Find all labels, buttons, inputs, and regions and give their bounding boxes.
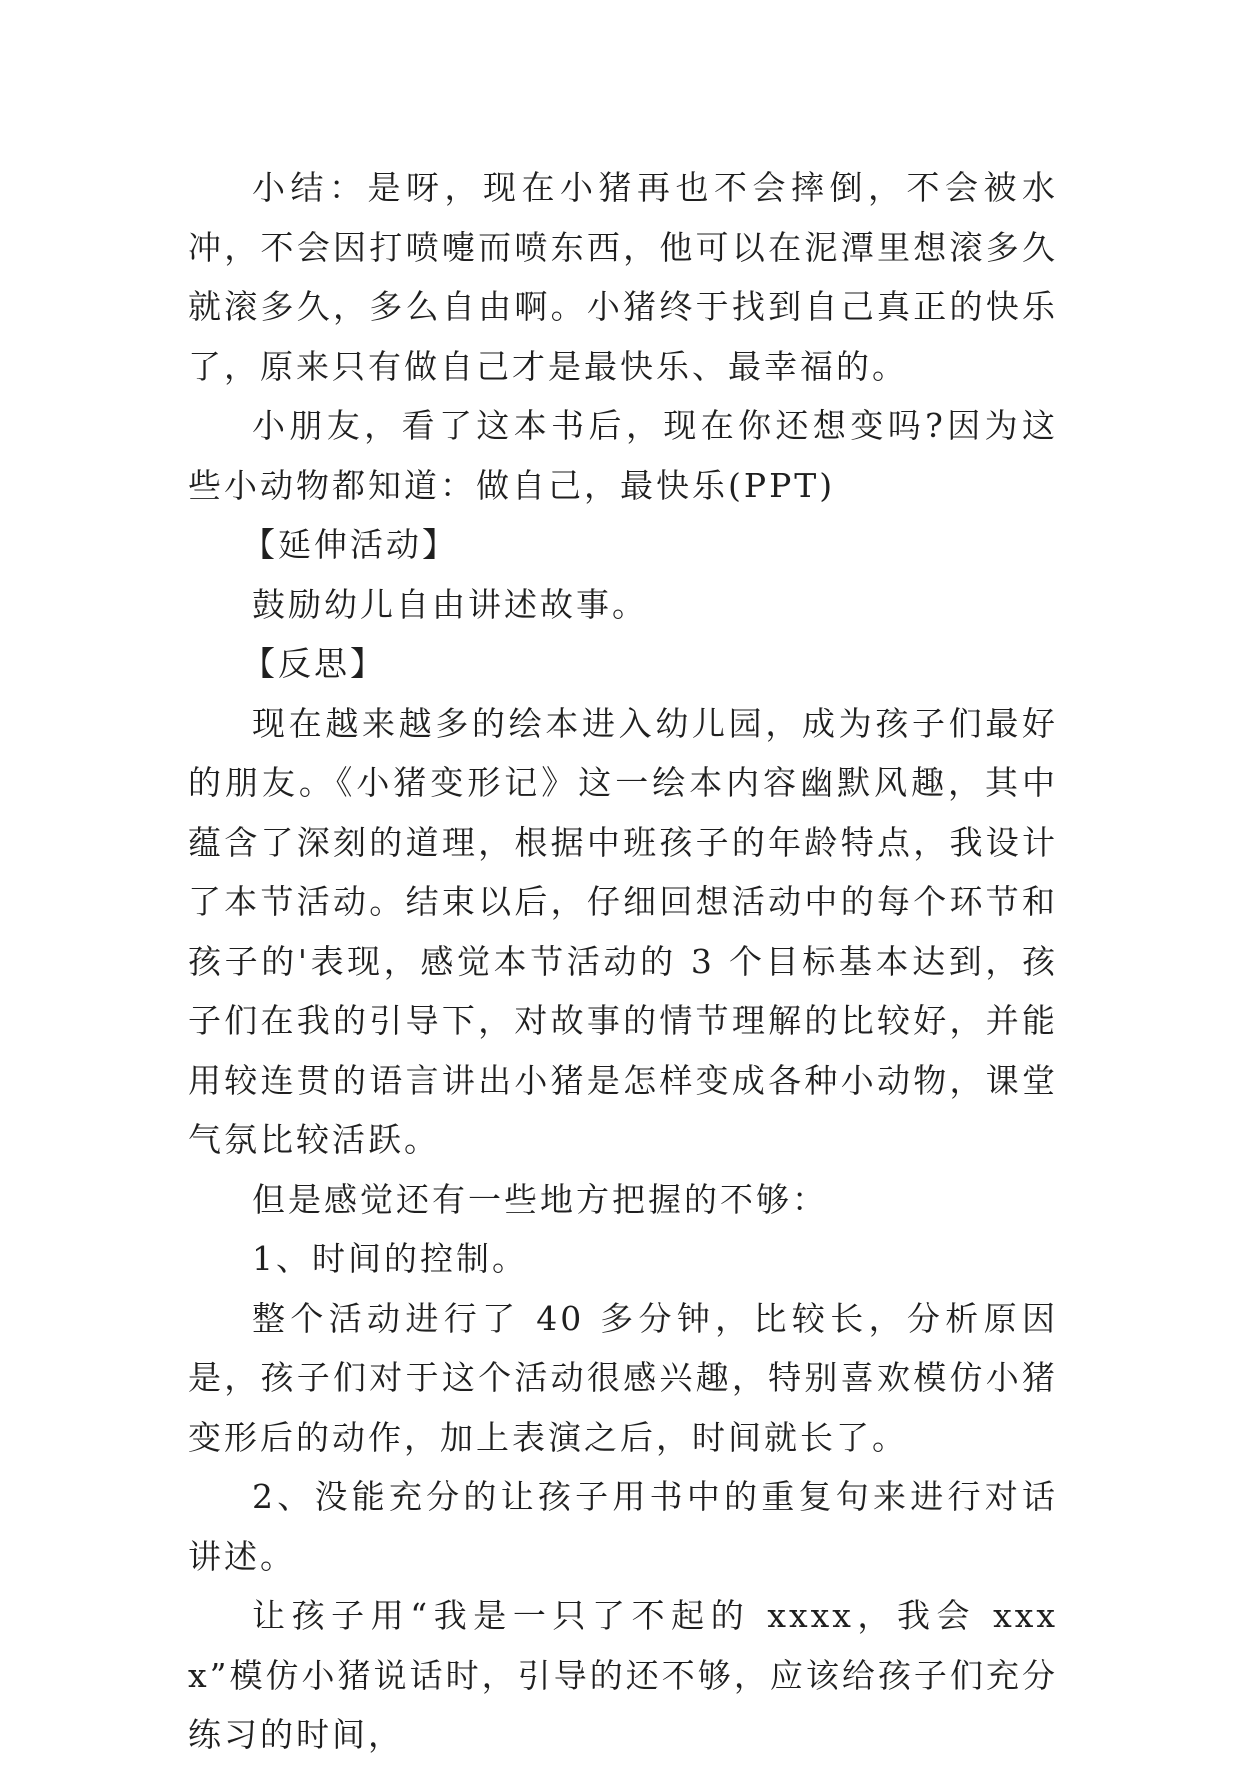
paragraph-summary: 小结：是呀，现在小猪再也不会摔倒，不会被水冲，不会因打喷嚏而喷东西，他可以在泥潭里想滚多久就滚多久，多么自由啊。小猪终于找到自己真正的快乐了，原来只有做自己才是最快乐、最幸福的。 bbox=[188, 168, 1058, 386]
heading-reflection: 【反思】 bbox=[242, 644, 386, 683]
paragraph-point-2-detail: 让孩子用“我是一只了不起的 xxxx，我会 xxxx”模仿小猪说话时，引导的还不够，应该给孩子们充分练习的时间， bbox=[188, 1596, 1058, 1754]
paragraph-point-2-title: 2、没能充分的让孩子用书中的重复句来进行对话讲述。 bbox=[188, 1477, 1058, 1576]
paragraph-shortcomings-intro: 但是感觉还有一些地方把握的不够： bbox=[252, 1179, 828, 1219]
paragraph-point-1-detail: 整个活动进行了 40 多分钟，比较长，分析原因是，孩子们对于这个活动很感兴趣，特别喜欢模仿小猪变形后的动作，加上表演之后，时间就长了。 bbox=[188, 1298, 1058, 1457]
document-body bbox=[188, 158, 1058, 1765]
paragraph-question: 小朋友，看了这本书后，现在你还想变吗?因为这些小动物都知道：做自己，最快乐(PPT) bbox=[188, 406, 1058, 505]
heading-extension-activity: 【延伸活动】 bbox=[242, 525, 458, 564]
paragraph-extension: 鼓励幼儿自由讲述故事。 bbox=[252, 584, 648, 624]
paragraph-point-1-title: 1、时间的控制。 bbox=[252, 1239, 528, 1278]
paragraph-reflection: 现在越来越多的绘本进入幼儿园，成为孩子们最好的朋友。《小猪变形记》这一绘本内容幽默风趣，其中蕴含了深刻的道理，根据中班孩子的年龄特点，我设计了本节活动。结束以后，仔细回想活动中的每个环节和孩子的'表现，感觉本节活动的 3 个目标基本达到，孩子们在我的引导下，对故事的情节理解的比较好，并能用较连贯的语言讲出小猪是怎样变成各种小动物，课堂气氛比较活跃。 bbox=[188, 703, 1058, 1159]
